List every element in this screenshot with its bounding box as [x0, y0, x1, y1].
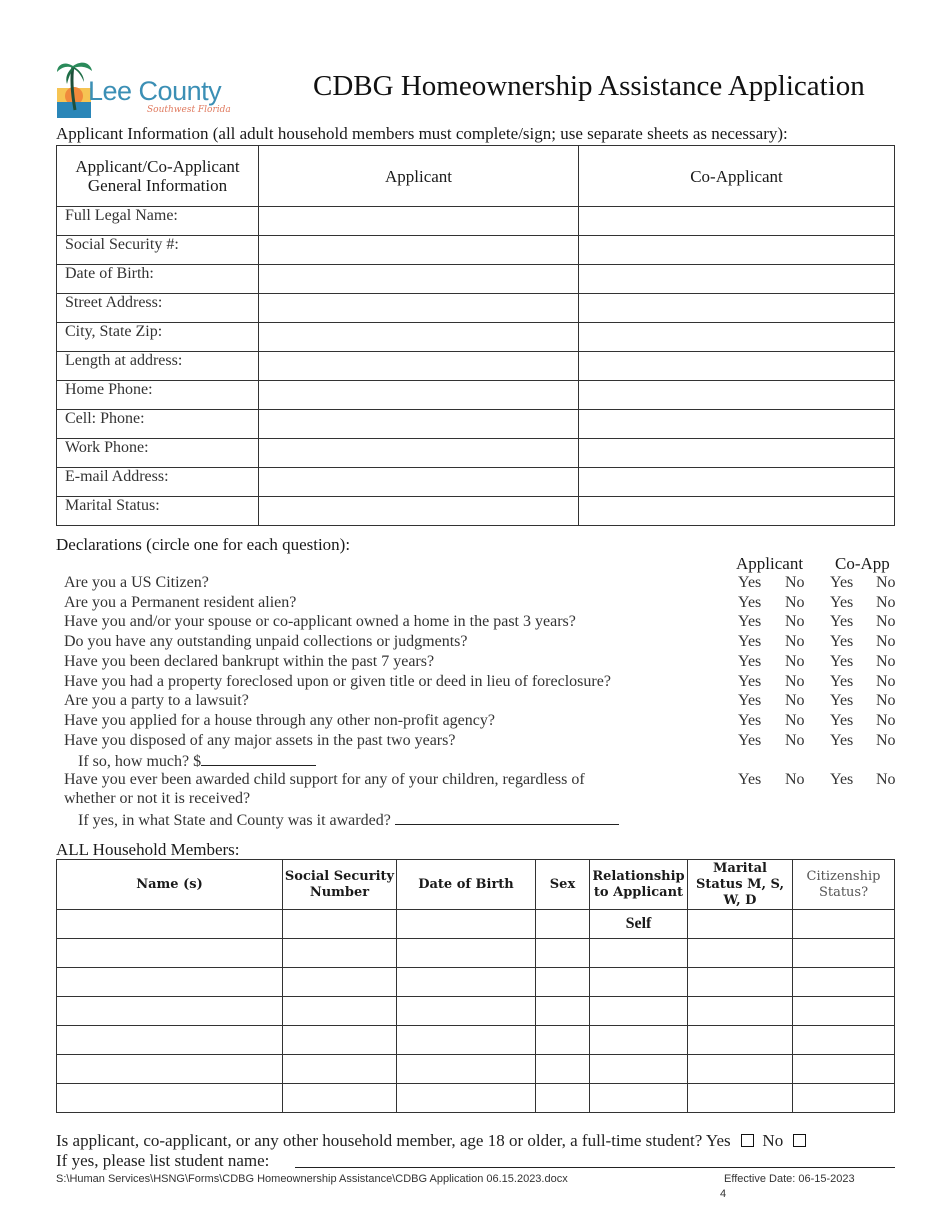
row-label: City, State Zip:: [57, 323, 259, 352]
household-cell[interactable]: [590, 1084, 688, 1113]
row-label: Social Security #:: [57, 236, 259, 265]
declaration-applicant-no[interactable]: No: [785, 653, 805, 670]
household-cell[interactable]: [590, 997, 688, 1026]
household-cell[interactable]: [397, 997, 536, 1026]
declaration-applicant-yes[interactable]: Yes: [738, 594, 762, 611]
declaration-question: Have you had a property foreclosed upon or given title or deed in lieu of foreclosure?: [64, 673, 611, 690]
declaration-question: Have you been declared bankrupt within the past 7 years?: [64, 653, 435, 670]
declaration-question: Are you a US Citizen?: [64, 574, 209, 591]
declaration-applicant-yes[interactable]: Yes: [738, 712, 762, 729]
household-cell[interactable]: [57, 997, 283, 1026]
declaration-question: Have you and/or your spouse or co-applicant owned a home in the past 3 years?: [64, 613, 576, 630]
how-much-row: [78, 751, 316, 771]
applicant-table: [56, 145, 895, 526]
child-support-applicant-no[interactable]: No: [785, 771, 805, 788]
household-cell[interactable]: [283, 910, 397, 939]
declaration-applicant-no[interactable]: No: [785, 732, 805, 749]
household-heading: ALL Household Members:: [56, 840, 240, 859]
declaration-coapp-no[interactable]: No: [876, 613, 896, 630]
col-header-ssn: Social Security Number: [283, 860, 397, 910]
household-cell[interactable]: [536, 1026, 590, 1055]
household-cell[interactable]: [57, 1055, 283, 1084]
household-cell[interactable]: [57, 910, 283, 939]
child-support-line-1: Have you ever been awarded child support for any of your children, regardless of: [64, 771, 585, 788]
household-cell[interactable]: [793, 1026, 895, 1055]
declarations-col-applicant: Applicant: [736, 554, 804, 573]
household-cell[interactable]: [57, 968, 283, 997]
declaration-coapp-yes[interactable]: Yes: [830, 732, 854, 749]
household-cell[interactable]: [590, 939, 688, 968]
applicant-field[interactable]: [259, 207, 579, 236]
declaration-applicant-yes[interactable]: Yes: [738, 653, 762, 670]
row-label: Home Phone:: [57, 381, 259, 410]
declaration-coapp-no[interactable]: No: [876, 712, 896, 729]
co-applicant-field[interactable]: [579, 265, 895, 294]
relationship-self: Self: [590, 910, 688, 939]
declaration-applicant-yes[interactable]: Yes: [738, 692, 762, 709]
student-no-label: No: [762, 1131, 784, 1150]
declaration-coapp-yes[interactable]: Yes: [830, 574, 854, 591]
household-cell[interactable]: [688, 910, 793, 939]
col-header-dob: Date of Birth: [397, 860, 536, 910]
household-cell[interactable]: [283, 968, 397, 997]
household-cell[interactable]: [57, 1084, 283, 1113]
co-applicant-field[interactable]: [579, 381, 895, 410]
declaration-coapp-yes[interactable]: Yes: [830, 653, 854, 670]
household-cell[interactable]: [793, 910, 895, 939]
applicant-field[interactable]: [259, 265, 579, 294]
household-cell[interactable]: [590, 1026, 688, 1055]
declaration-coapp-yes[interactable]: Yes: [830, 613, 854, 630]
declaration-question: Have you disposed of any major assets in the past two years?: [64, 732, 456, 749]
applicant-field[interactable]: [259, 439, 579, 468]
declaration-coapp-yes[interactable]: Yes: [830, 633, 854, 650]
child-support-state-row: [78, 810, 619, 830]
applicant-field[interactable]: [259, 497, 579, 526]
footer-effective-date: Effective Date: 06-15-2023: [724, 1173, 855, 1185]
declaration-coapp-no[interactable]: No: [876, 653, 896, 670]
declaration-coapp-yes[interactable]: Yes: [830, 594, 854, 611]
household-cell[interactable]: [793, 1084, 895, 1113]
household-cell[interactable]: [397, 968, 536, 997]
household-cell[interactable]: [536, 1055, 590, 1084]
row-label: Length at address:: [57, 352, 259, 381]
household-cell[interactable]: [397, 939, 536, 968]
co-applicant-field[interactable]: [579, 207, 895, 236]
applicant-field[interactable]: [259, 352, 579, 381]
household-cell[interactable]: [397, 1055, 536, 1084]
footer-path: S:\Human Services\HSNG\Forms\CDBG Homeownership Assistance\CDBG Application 06.15.2023.docx: [56, 1173, 568, 1185]
household-cell[interactable]: [688, 939, 793, 968]
household-cell[interactable]: [283, 1026, 397, 1055]
household-cell[interactable]: [397, 1026, 536, 1055]
co-applicant-field[interactable]: [579, 236, 895, 265]
household-cell[interactable]: [688, 1084, 793, 1113]
declaration-coapp-yes[interactable]: Yes: [830, 692, 854, 709]
declaration-applicant-no[interactable]: No: [785, 692, 805, 709]
declaration-coapp-no[interactable]: No: [876, 692, 896, 709]
declaration-applicant-no[interactable]: No: [785, 673, 805, 690]
child-support-state-label: If yes, in what State and County was it awarded?: [78, 812, 391, 829]
co-applicant-field[interactable]: [579, 352, 895, 381]
household-cell[interactable]: [536, 939, 590, 968]
household-cell[interactable]: [590, 1055, 688, 1084]
row-label: Marital Status:: [57, 497, 259, 526]
declaration-applicant-yes[interactable]: Yes: [738, 613, 762, 630]
student-question-row: [56, 1131, 806, 1151]
household-table: [56, 859, 895, 1113]
applicant-field[interactable]: [259, 381, 579, 410]
col-header-relationship: Relationship to Applicant: [590, 860, 688, 910]
household-cell[interactable]: [536, 997, 590, 1026]
applicant-field[interactable]: [259, 294, 579, 323]
row-label: Date of Birth:: [57, 265, 259, 294]
declaration-coapp-no[interactable]: No: [876, 594, 896, 611]
household-cell[interactable]: [283, 1055, 397, 1084]
col-header-sex: Sex: [536, 860, 590, 910]
page-title: CDBG Homeownership Assistance Application: [313, 70, 865, 102]
student-no-checkbox[interactable]: [793, 1134, 806, 1147]
household-cell[interactable]: [590, 968, 688, 997]
col-header-citizenship: Citizenship Status?: [793, 860, 895, 910]
co-applicant-field[interactable]: [579, 323, 895, 352]
declaration-applicant-no[interactable]: No: [785, 574, 805, 591]
col-header-general: Applicant/Co-Applicant General Information: [57, 146, 259, 207]
declaration-applicant-no[interactable]: No: [785, 594, 805, 611]
co-applicant-field[interactable]: [579, 497, 895, 526]
col-header-co-applicant: Co-Applicant: [579, 146, 895, 207]
household-cell[interactable]: [536, 910, 590, 939]
child-support-applicant-yes[interactable]: Yes: [738, 771, 762, 788]
declaration-question: Are you a party to a lawsuit?: [64, 692, 249, 709]
declaration-question: Are you a Permanent resident alien?: [64, 594, 297, 611]
household-cell[interactable]: [536, 968, 590, 997]
household-cell[interactable]: [283, 997, 397, 1026]
declaration-question: Do you have any outstanding unpaid collections or judgments?: [64, 633, 468, 650]
student-yes-checkbox[interactable]: [741, 1134, 754, 1147]
household-cell[interactable]: [688, 997, 793, 1026]
household-cell[interactable]: [793, 1055, 895, 1084]
declaration-applicant-no[interactable]: No: [785, 712, 805, 729]
applicant-field[interactable]: [259, 410, 579, 439]
row-label: Street Address:: [57, 294, 259, 323]
lee-county-logo: [55, 58, 235, 120]
household-cell[interactable]: [397, 910, 536, 939]
child-support-coapp-yes[interactable]: Yes: [830, 771, 854, 788]
child-support-coapp-no[interactable]: No: [876, 771, 896, 788]
logo-brand: Lee County: [88, 76, 222, 106]
student-name-input[interactable]: [295, 1167, 895, 1168]
child-support-line-2: whether or not it is received?: [64, 790, 251, 807]
row-label: E-mail Address:: [57, 468, 259, 497]
student-question: Is applicant, co-applicant, or any other household member, age 18 or older, a full-time student? Yes: [56, 1131, 731, 1150]
applicant-section-lead: Applicant Information (all adult household members must complete/sign; use separate sheets as necessary):: [56, 124, 788, 143]
applicant-field[interactable]: [259, 323, 579, 352]
co-applicant-field[interactable]: [579, 294, 895, 323]
co-applicant-field[interactable]: [579, 410, 895, 439]
declaration-question: Have you applied for a house through any other non-profit agency?: [64, 712, 495, 729]
household-cell[interactable]: [688, 1026, 793, 1055]
how-much-input[interactable]: [201, 751, 316, 766]
row-label: Cell: Phone:: [57, 410, 259, 439]
col-header-marital: Marital Status M, S, W, D: [688, 860, 793, 910]
household-cell[interactable]: [536, 1084, 590, 1113]
household-cell[interactable]: [57, 939, 283, 968]
col-header-applicant: Applicant: [259, 146, 579, 207]
applicant-field[interactable]: [259, 468, 579, 497]
row-label: Work Phone:: [57, 439, 259, 468]
co-applicant-field[interactable]: [579, 439, 895, 468]
declarations-heading: Declarations (circle one for each question):: [56, 535, 351, 554]
co-applicant-field[interactable]: [579, 468, 895, 497]
declaration-applicant-yes[interactable]: Yes: [738, 574, 762, 591]
student-list-label: If yes, please list student name:: [56, 1151, 270, 1170]
declaration-coapp-no[interactable]: No: [876, 732, 896, 749]
household-cell[interactable]: [397, 1084, 536, 1113]
household-cell[interactable]: [283, 939, 397, 968]
household-cell[interactable]: [57, 1026, 283, 1055]
col-header-name: Name (s): [57, 860, 283, 910]
declarations-col-coapp: Co-App: [835, 554, 890, 573]
page-number: 4: [720, 1188, 727, 1200]
declaration-coapp-yes[interactable]: Yes: [830, 712, 854, 729]
declaration-applicant-yes[interactable]: Yes: [738, 732, 762, 749]
how-much-label: If so, how much? $: [78, 753, 202, 770]
household-cell[interactable]: [793, 968, 895, 997]
household-cell[interactable]: [793, 939, 895, 968]
applicant-field[interactable]: [259, 236, 579, 265]
household-cell[interactable]: [793, 997, 895, 1026]
declaration-applicant-yes[interactable]: Yes: [738, 673, 762, 690]
household-cell[interactable]: [688, 1055, 793, 1084]
household-cell[interactable]: [688, 968, 793, 997]
declaration-coapp-no[interactable]: No: [876, 633, 896, 650]
declaration-coapp-no[interactable]: No: [876, 673, 896, 690]
declaration-applicant-yes[interactable]: Yes: [738, 633, 762, 650]
declaration-coapp-yes[interactable]: Yes: [830, 673, 854, 690]
logo-tagline: Southwest Florida: [147, 105, 231, 115]
declaration-applicant-no[interactable]: No: [785, 633, 805, 650]
household-cell[interactable]: [283, 1084, 397, 1113]
child-support-state-input[interactable]: [395, 810, 619, 825]
row-label: Full Legal Name:: [57, 207, 259, 236]
declaration-coapp-no[interactable]: No: [876, 574, 896, 591]
declaration-applicant-no[interactable]: No: [785, 613, 805, 630]
